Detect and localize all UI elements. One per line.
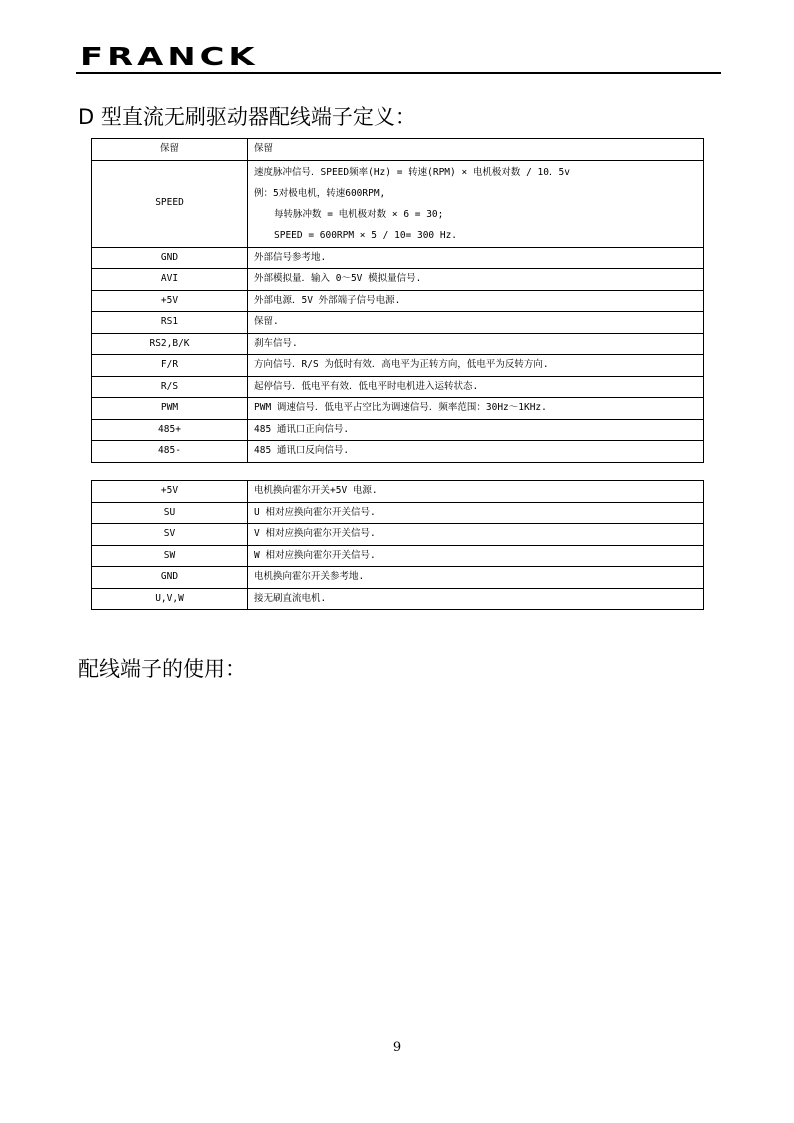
pin-cell: PWM — [92, 398, 248, 420]
description-cell: 外部信号参考地. — [248, 247, 704, 269]
table-row — [92, 588, 704, 610]
description-cell: 刹车信号. — [248, 333, 704, 355]
pin-cell: U,V,W — [92, 588, 248, 610]
description-cell: PWM 调速信号．低电平占空比为调速信号．频率范围：30Hz～1KHz. — [248, 398, 704, 420]
pin-cell: SPEED — [92, 160, 248, 247]
table-row — [92, 481, 704, 503]
pin-cell: GND — [92, 567, 248, 589]
description-cell: 电机换向霍尔开关+5V 电源. — [248, 481, 704, 503]
pin-cell: GND — [92, 247, 248, 269]
description-cell: 外部模拟量．输入 0～5V 模拟量信号. — [248, 269, 704, 291]
speed-line: 例：5对极电机，转速600RPM, — [254, 187, 386, 199]
pin-cell: +5V — [92, 290, 248, 312]
speed-line: 每转脉冲数 = 电机极对数 × 6 = 30; — [274, 208, 444, 220]
table-row — [92, 290, 704, 312]
motor-terminal-table — [91, 480, 704, 610]
table-row — [92, 269, 704, 291]
description-cell: 外部电源．5V 外部端子信号电源. — [248, 290, 704, 312]
description-cell: W 相对应换向霍尔开关信号. — [248, 545, 704, 567]
description-cell: 接无刷直流电机. — [248, 588, 704, 610]
section-title-terminal-definition: D 型直流无刷驱动器配线端子定义： — [78, 105, 416, 129]
table-row — [92, 139, 704, 161]
table-row — [92, 376, 704, 398]
header-logo: FRANCK — [80, 42, 259, 71]
pin-cell: SV — [92, 524, 248, 546]
table-row — [92, 398, 704, 420]
speed-line: SPEED = 600RPM × 5 / 10= 300 Hz. — [274, 229, 458, 241]
table-row — [92, 355, 704, 377]
speed-line: 速度脉冲信号．SPEED频率(Hz) = 转速(RPM) × 电机极对数 / 10．5v — [254, 166, 570, 178]
table-row — [92, 441, 704, 463]
pin-cell: RS2,B/K — [92, 333, 248, 355]
description-cell: 保留 — [248, 139, 704, 161]
pin-cell: SW — [92, 545, 248, 567]
table-row — [92, 524, 704, 546]
pin-cell: AVI — [92, 269, 248, 291]
section-title-terminal-usage: 配线端子的使用： — [78, 657, 246, 681]
table-row — [92, 419, 704, 441]
speed-description-cell — [248, 160, 704, 247]
pin-cell: R/S — [92, 376, 248, 398]
description-cell: 电机换向霍尔开关参考地. — [248, 567, 704, 589]
table-row — [92, 333, 704, 355]
table-row — [92, 545, 704, 567]
table-row — [92, 502, 704, 524]
pin-cell: F/R — [92, 355, 248, 377]
description-cell: V 相对应换向霍尔开关信号. — [248, 524, 704, 546]
pin-cell: 保留 — [92, 139, 248, 161]
pin-cell: RS1 — [92, 312, 248, 334]
table-row — [92, 567, 704, 589]
control-terminal-table — [91, 138, 704, 463]
pin-cell: 485- — [92, 441, 248, 463]
header-rule — [76, 72, 721, 74]
description-cell: 485 通讯口反向信号. — [248, 441, 704, 463]
description-cell: 485 通讯口正向信号. — [248, 419, 704, 441]
pin-cell: SU — [92, 502, 248, 524]
table-row — [92, 247, 704, 269]
table-row — [92, 312, 704, 334]
description-cell: 方向信号．R/S 为低时有效．高电平为正转方向，低电平为反转方向. — [248, 355, 704, 377]
description-cell: U 相对应换向霍尔开关信号. — [248, 502, 704, 524]
description-cell: 保留. — [248, 312, 704, 334]
table-row-speed — [92, 160, 704, 247]
pin-cell: 485+ — [92, 419, 248, 441]
page-number: 9 — [392, 1040, 402, 1055]
description-cell: 起停信号．低电平有效．低电平时电机进入运转状态. — [248, 376, 704, 398]
pin-cell: +5V — [92, 481, 248, 503]
